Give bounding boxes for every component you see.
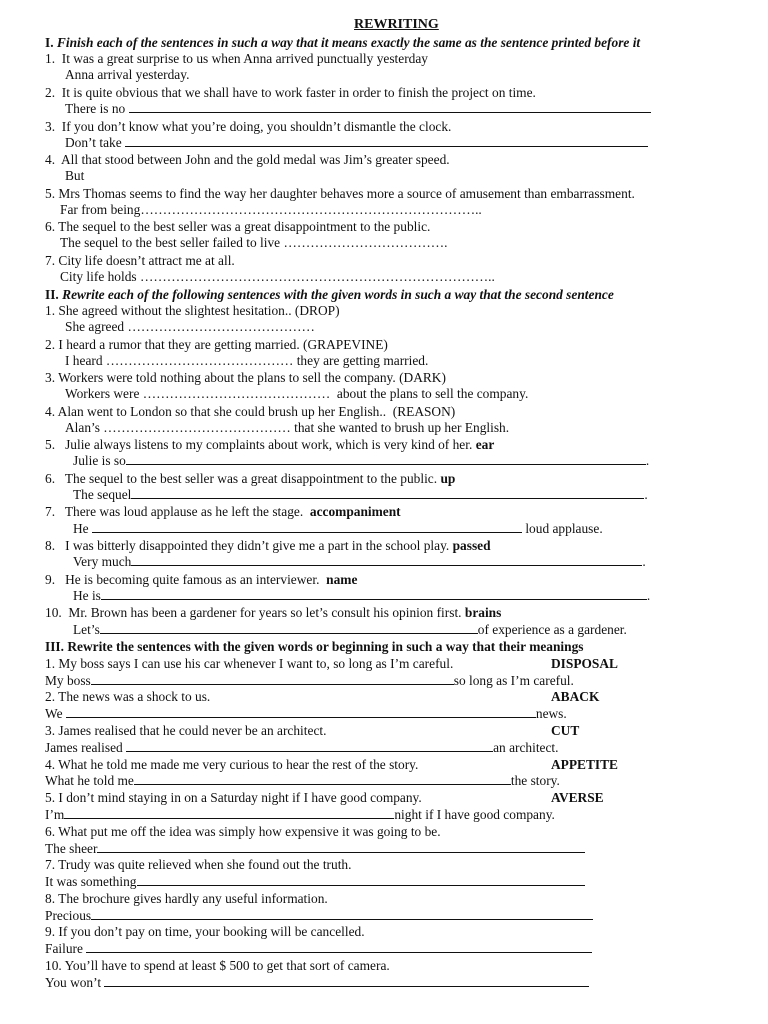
s2-q2-answer: I heard …………………………………… they are getting married. [65,353,429,368]
s2-q10-answer-start: Let’s [73,622,100,637]
s3-q6-prompt: 6. What put me off the idea was simply how expensive it was going to be. [45,824,441,839]
s1-q4-answer: But [65,168,85,183]
s1-q2-answer: There is no [65,101,126,116]
s2-q7-answer-start: He [73,521,89,536]
answer-blank[interactable] [64,807,394,819]
section-2-instruction: Rewrite each of the following sentences with the given words in such a way that the second sentence [62,287,614,302]
answer-blank[interactable] [126,453,646,465]
answer-blank[interactable] [129,101,651,113]
answer-blank[interactable] [86,941,592,953]
s3-q6-answer-line [45,841,585,857]
section-3-instruction: Rewrite the sentences with the given words or beginning in such a way that their meanings [67,639,584,654]
s2-q10-prompt: 10. Mr. Brown has been a gardener for years so let’s consult his opinion first. [45,605,462,620]
answer-blank[interactable] [137,874,585,886]
answer-blank[interactable] [92,521,522,533]
s3-q7-prompt: 7. Trudy was quite relieved when she found out the truth. [45,857,352,872]
s1-q1-answer: Anna arrival yesterday. [65,67,190,82]
s1-q3-answer: Don’t take [65,135,122,150]
section-1-instruction: Finish each of the sentences in such a way that it means exactly the same as the sentence printed before it [56,35,641,50]
s3-q3-answer-end: an architect. [493,740,559,755]
s1-q5-prompt: 5. Mrs Thomas seems to find the way her daughter behaves more a source of amusement than embarrassment. [45,186,635,201]
s1-q3-answer-line [65,135,648,151]
s3-q1-answer-start: My boss [45,673,91,688]
answer-blank[interactable] [125,135,648,147]
s3-q1-keyword: DISPOSAL [551,656,618,671]
s1-q5-answer: Far from being………………………………………………………………….. [60,202,482,217]
s3-q1-answer-end: so long as I’m careful. [453,673,574,688]
s2-q9-answer-line [73,588,650,604]
s2-q8-answer-line [73,554,646,570]
s3-q3-prompt: 3. James realised that he could never be an architect. [45,723,327,738]
answer-blank[interactable] [131,487,644,499]
s2-q9-answer-end: . [646,588,651,603]
s2-q7-answer-end: loud applause. [521,521,603,536]
section-2-number: II. [45,287,59,302]
s2-q6-answer-end: . [644,487,648,502]
s3-q2-answer-end: news. [535,706,567,721]
answer-blank[interactable] [91,908,593,920]
s2-q10-answer-line [73,622,627,638]
s2-q5-answer-end: . [645,453,650,468]
s1-q4-prompt: 4. All that stood between John and the gold medal was Jim’s greater speed. [45,152,450,167]
s3-q10-prompt: 10. You’ll have to spend at least $ 500 to get that sort of camera. [45,958,390,973]
s3-q6-answer-start: The sheer [45,841,98,856]
s3-q5-prompt: 5. I don’t mind staying in on a Saturday night if I have good company. [45,790,422,805]
answer-blank[interactable] [104,975,589,987]
page-title: REWRITING [354,17,439,32]
s3-q1-answer-line [45,673,574,689]
s3-q5-answer-end: night if I have good company. [394,807,555,822]
s3-q4-keyword: APPETITE [551,757,618,772]
s2-q1-prompt: 1. She agreed without the slightest hesitation.. (DROP) [45,303,340,318]
s2-q4-answer: Alan’s …………………………………… that she wanted to brush up her English. [65,420,510,435]
s2-q9-prompt-line [45,572,357,588]
s3-q3-keyword: CUT [551,723,580,738]
section-1-number: I. [45,35,54,50]
s2-q3-prompt: 3. Workers were told nothing about the plans to sell the company. (DARK) [45,370,446,385]
s3-q1-prompt: 1. My boss says I can use his car whenever I want to, so long as I’m careful. [45,656,454,671]
s2-q5-prompt-line [45,437,494,453]
answer-blank[interactable] [66,706,536,718]
s3-q2-keyword: ABACK [551,689,600,704]
s3-q8-answer-start: Precious [45,908,92,923]
s3-q7-answer-start: It was something [45,874,137,889]
s1-q7-answer: City life holds …………………………………………………………………….. [60,269,495,284]
s3-q7-answer-line [45,874,585,890]
s3-q2-answer-start: We [45,706,63,721]
s1-q2-prompt: 2. It is quite obvious that we shall have to work faster in order to finish the project on time. [45,85,536,100]
s1-q7-prompt: 7. City life doesn’t attract me at all. [45,253,235,268]
s2-q7-prompt: 7. There was loud applause as he left the stage. [45,504,304,519]
section-1-heading [45,35,640,51]
s2-q5-prompt: 5. Julie always listens to my complaints about work, which is very kind of her. [45,437,473,452]
answer-blank[interactable] [131,554,642,566]
answer-blank[interactable] [134,773,511,785]
s3-q9-answer-line [45,941,592,957]
s3-q10-answer-line [45,975,589,991]
s2-q8-prompt-line [45,538,491,554]
answer-blank[interactable] [100,622,478,634]
s2-q8-prompt: 8. I was bitterly disappointed they didn’t give me a part in the school play. [45,538,450,553]
s2-q6-answer-line [73,487,648,503]
s2-q9-answer-start: He is [73,588,101,603]
s3-q2-answer-line [45,706,567,722]
section-3-heading [45,639,584,655]
s2-q8-keyword: passed [452,538,491,553]
s2-q5-answer-start: Julie is so [73,453,126,468]
answer-blank[interactable] [126,740,493,752]
s2-q6-prompt: 6. The sequel to the best seller was a great disappointment to the public. [45,471,438,486]
s2-q7-keyword: accompaniment [309,504,401,519]
answer-blank[interactable] [91,673,454,685]
s3-q10-answer-start: You won’t [45,975,102,990]
s3-q3-answer-line [45,740,559,756]
section-2-heading [45,287,614,303]
s3-q2-prompt: 2. The news was a shock to us. [45,689,211,704]
s2-q8-answer-end: . [642,554,646,569]
s3-q8-prompt: 8. The brochure gives hardly any useful information. [45,891,328,906]
s3-q8-answer-line [45,908,593,924]
s2-q10-answer-end: of experience as a gardener. [477,622,627,637]
s3-q4-answer-end: the story. [510,773,560,788]
s2-q9-prompt: 9. He is becoming quite famous as an interviewer. [45,572,320,587]
s2-q5-keyword: ear [475,437,495,452]
s1-q2-answer-line [65,101,651,117]
s3-q9-prompt: 9. If you don’t pay on time, your booking will be cancelled. [45,924,365,939]
s3-q4-answer-line [45,773,560,789]
s3-q5-keyword: AVERSE [551,790,604,805]
s2-q4-prompt: 4. Alan went to London so that she could brush up her English.. (REASON) [45,404,456,419]
s1-q1-prompt: 1. It was a great surprise to us when Anna arrived punctually yesterday [45,51,429,66]
s2-q6-prompt-line [45,471,455,487]
s2-q6-keyword: up [440,471,456,486]
s2-q10-prompt-line [45,605,501,621]
s2-q1-answer: She agreed …………………………………… [65,319,315,334]
section-3-number: III. [45,639,64,654]
s2-q7-answer-line [73,521,603,537]
answer-blank[interactable] [101,588,647,600]
s1-q6-answer: The sequel to the best seller failed to live ………………………………. [60,235,448,250]
answer-blank[interactable] [97,841,585,853]
s3-q4-answer-start: What he told me [45,773,134,788]
s2-q10-keyword: brains [464,605,502,620]
s2-q9-keyword: name [326,572,358,587]
s3-q3-answer-start: James realised [45,740,123,755]
s3-q5-answer-start: I’m [45,807,65,822]
s2-q5-answer-line [73,453,649,469]
s3-q4-prompt: 4. What he told me made me very curious to hear the rest of the story. [45,757,419,772]
s2-q7-prompt-line [45,504,401,520]
s1-q3-prompt: 3. If you don’t know what you’re doing, you shouldn’t dismantle the clock. [45,119,452,134]
s3-q9-answer-start: Failure [45,941,83,956]
s2-q8-answer-start: Very much [73,554,132,569]
s2-q2-prompt: 2. I heard a rumor that they are getting married. (GRAPEVINE) [45,337,388,352]
s2-q6-answer-start: The sequel [73,487,132,502]
s3-q5-answer-line [45,807,555,823]
s1-q6-prompt: 6. The sequel to the best seller was a great disappointment to the public. [45,219,431,234]
s2-q3-answer: Workers were …………………………………… about the plans to sell the company. [65,386,529,401]
